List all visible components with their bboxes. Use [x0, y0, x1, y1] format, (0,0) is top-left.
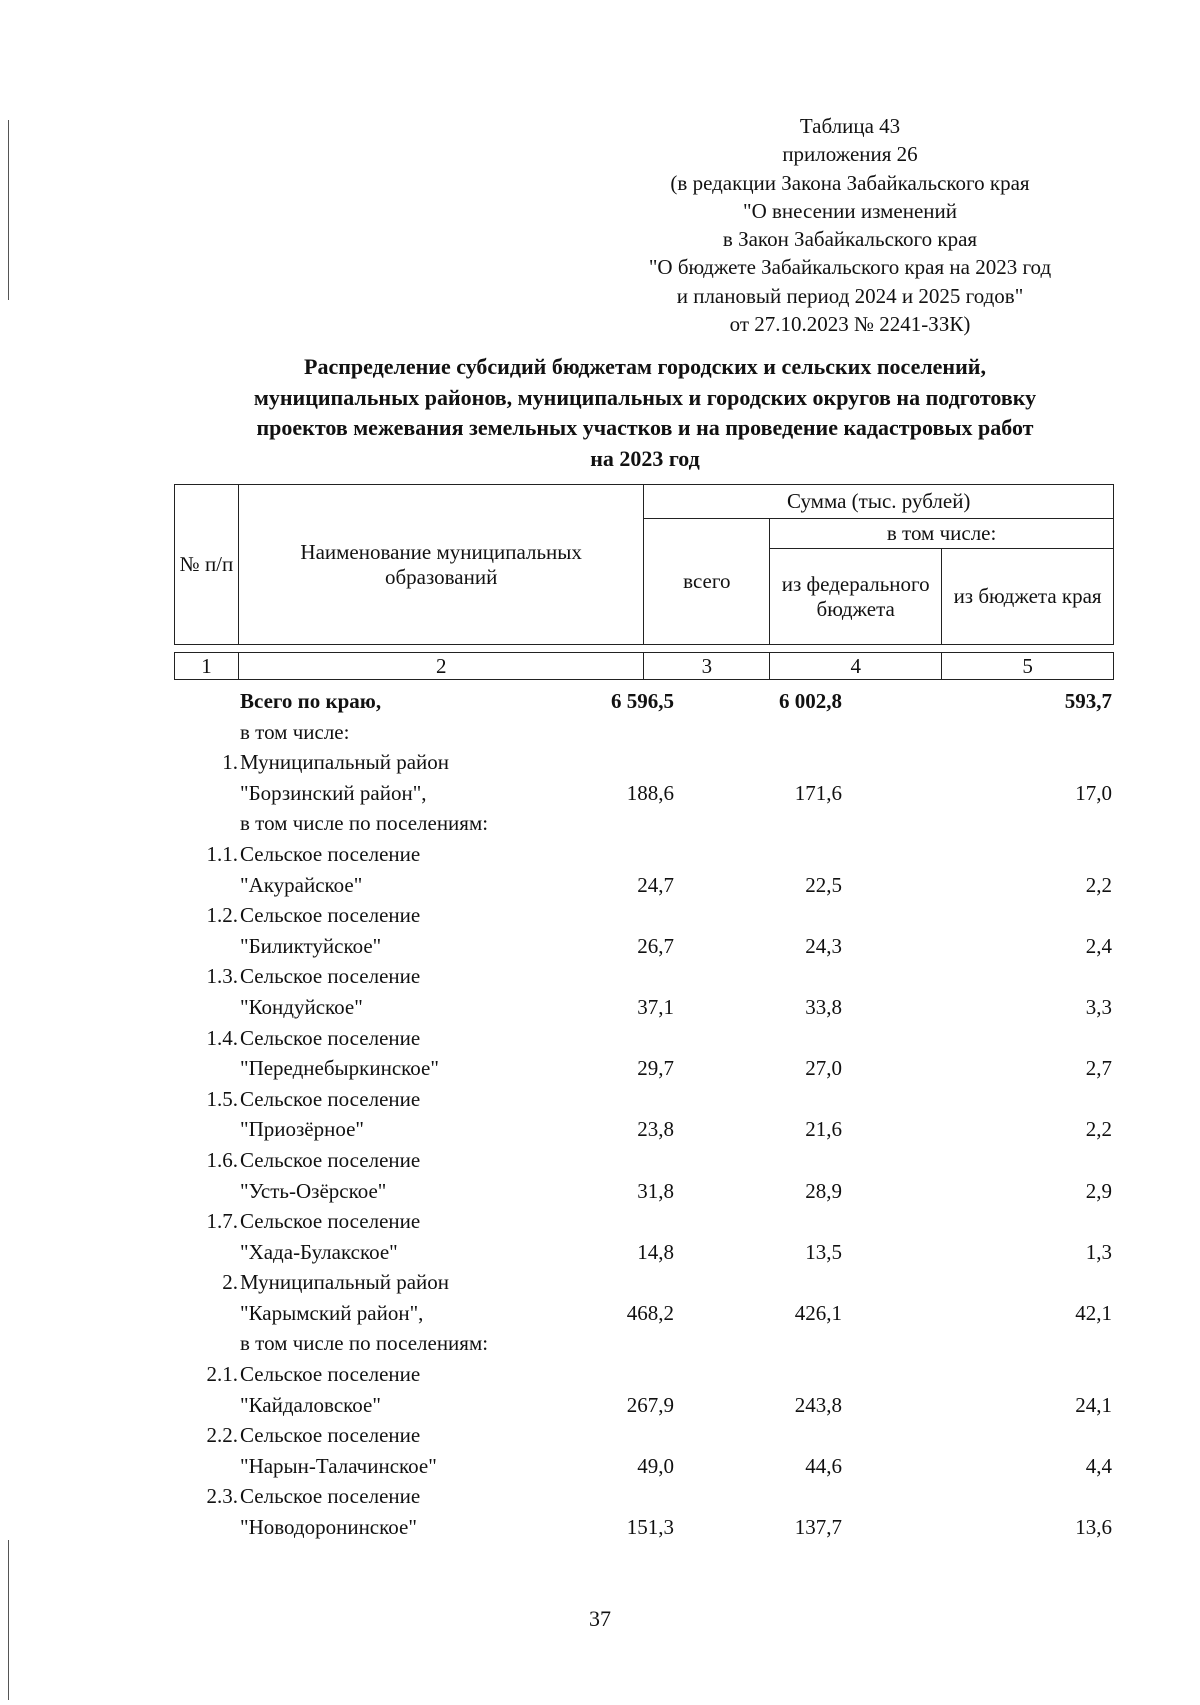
row-total: 468,2: [626, 1300, 674, 1325]
table-row: [174, 686, 1114, 717]
row-total: 26,7: [637, 933, 674, 958]
row-total: 49,0: [637, 1453, 674, 1478]
header-number: № п/п: [175, 485, 239, 645]
row-regional: 4,4: [1085, 1453, 1112, 1478]
row-name: Сельское поселение: [240, 903, 421, 928]
header-line: приложения 26: [782, 142, 918, 167]
row-regional: 2,2: [1085, 872, 1112, 897]
column-number: 3: [644, 653, 770, 680]
table-row: [174, 1053, 1114, 1084]
row-number: 1.1.: [206, 841, 238, 866]
row-name: Сельское поселение: [240, 1147, 421, 1172]
table-row: [174, 1145, 1114, 1176]
row-name: "Карымский район",: [240, 1300, 424, 1325]
header-name: Наименование муниципальных образований: [238, 485, 643, 645]
row-name: Сельское поселение: [240, 1423, 421, 1448]
row-name: Муниципальный район: [240, 750, 450, 775]
row-name: "Переднебыркинское": [240, 1056, 439, 1081]
row-name: Муниципальный район: [240, 1270, 450, 1295]
table-row: [174, 1298, 1114, 1329]
row-federal: 243,8: [794, 1392, 842, 1417]
row-regional: 42,1: [1075, 1300, 1112, 1325]
table-row: [174, 1084, 1114, 1115]
row-name: "Кайдаловское": [240, 1392, 381, 1417]
row-number: 1.5.: [206, 1086, 238, 1111]
row-name: "Биликтуйское": [240, 933, 382, 958]
row-name: "Новодоронинское": [240, 1515, 417, 1540]
row-regional: 24,1: [1075, 1392, 1112, 1417]
table-row: [174, 717, 1114, 748]
row-name: "Кондуйское": [240, 994, 363, 1019]
page-number: 37: [589, 1606, 611, 1631]
table-row: [174, 839, 1114, 870]
scan-margin-line: [8, 120, 9, 300]
row-name: Сельское поселение: [240, 1362, 421, 1387]
table-row: [174, 1359, 1114, 1390]
row-total: 267,9: [626, 1392, 674, 1417]
row-total: 37,1: [637, 994, 674, 1019]
header-total: всего: [644, 519, 770, 645]
header-federal: из федерального бюджета: [770, 549, 942, 645]
row-name: Сельское поселение: [240, 1209, 421, 1234]
table-row: [174, 1390, 1114, 1421]
row-name: "Борзинский район",: [240, 780, 427, 805]
title-line: проектов межевания земельных участков и на проведение кадастровых работ: [256, 415, 1034, 440]
row-name: в том числе по поселениям:: [240, 811, 489, 836]
table-row: [174, 961, 1114, 992]
row-total: 24,7: [637, 872, 674, 897]
table-row: [174, 900, 1114, 931]
table-row: [174, 992, 1114, 1023]
header-including: в том числе:: [770, 519, 1114, 549]
row-name: "Нарын-Талачинское": [240, 1453, 437, 1478]
header-line: "О бюджете Забайкальского края на 2023 год: [648, 255, 1052, 280]
table-row: [174, 1206, 1114, 1237]
row-regional: 1,3: [1085, 1239, 1112, 1264]
row-federal: 13,5: [805, 1239, 842, 1264]
row-name: в том числе:: [240, 719, 350, 744]
header-line: Таблица 43: [799, 114, 901, 138]
title-line: муниципальных районов, муниципальных и городских округов на подготовку: [253, 384, 1037, 410]
table-row: [174, 1023, 1114, 1054]
table-row: [174, 1328, 1114, 1359]
column-number: 2: [238, 653, 644, 680]
row-name: Сельское поселение: [240, 964, 421, 989]
row-number: 2.3.: [206, 1484, 238, 1509]
row-federal: 44,6: [805, 1453, 842, 1478]
row-name: Сельское поселение: [240, 1484, 421, 1509]
row-total: 29,7: [637, 1056, 674, 1081]
row-federal: 22,5: [805, 872, 842, 897]
row-name: "Приозёрное": [240, 1117, 364, 1142]
row-number: 1.6.: [206, 1147, 238, 1172]
header-regional: из бюджета края: [942, 549, 1114, 645]
column-number: 4: [770, 653, 942, 680]
row-number: 1.2.: [206, 903, 238, 928]
row-name: Всего по краю,: [240, 689, 382, 713]
table-row: [174, 1114, 1114, 1145]
row-total: 151,3: [626, 1515, 674, 1540]
table-row: [174, 808, 1114, 839]
row-federal: 33,8: [805, 994, 842, 1019]
row-number: 1.4.: [206, 1025, 238, 1050]
row-federal: 6 002,8: [779, 689, 842, 713]
row-name: Сельское поселение: [240, 1086, 421, 1111]
table-row: [174, 1176, 1114, 1207]
table-row: [174, 1237, 1114, 1268]
row-number: 1.: [222, 750, 238, 775]
row-name: "Акурайское": [240, 872, 363, 897]
row-federal: 21,6: [805, 1117, 842, 1142]
row-federal: 137,7: [794, 1515, 842, 1540]
table-row: [174, 931, 1114, 962]
row-regional: 2,2: [1085, 1117, 1112, 1142]
title-line: на 2023 год: [590, 445, 700, 471]
table-row: [174, 1267, 1114, 1298]
row-federal: 28,9: [805, 1178, 842, 1203]
document-title: [150, 352, 1140, 474]
table-body: [174, 686, 1114, 1543]
row-number: 1.3.: [206, 964, 238, 989]
header-line: (в редакции Закона Забайкальского края: [670, 170, 1030, 195]
table-row: [174, 1420, 1114, 1451]
header-line: в Закон Забайкальского края: [722, 227, 978, 252]
row-name: Сельское поселение: [240, 841, 421, 866]
row-federal: 27,0: [805, 1056, 842, 1081]
row-regional: 2,4: [1085, 933, 1112, 958]
row-name: "Усть-Озёрское": [240, 1178, 387, 1203]
row-number: 1.7.: [206, 1209, 238, 1234]
row-name: "Хада-Булакское": [240, 1239, 398, 1264]
row-federal: 426,1: [794, 1300, 842, 1325]
table-row: [174, 1512, 1114, 1543]
header-line: и плановый период 2024 и 2025 годов": [676, 283, 1024, 308]
row-total: 14,8: [637, 1239, 674, 1264]
row-regional: 2,7: [1085, 1056, 1112, 1081]
row-name: Сельское поселение: [240, 1025, 421, 1050]
row-total: 31,8: [637, 1178, 674, 1203]
title-line: Распределение субсидий бюджетам городских и сельских поселений,: [304, 354, 986, 379]
table-row: [174, 1451, 1114, 1482]
row-number: 2.2.: [206, 1423, 238, 1448]
row-number: 2.: [222, 1270, 238, 1295]
table-row: [174, 778, 1114, 809]
row-regional: 2,9: [1085, 1178, 1112, 1203]
row-number: 2.1.: [206, 1362, 238, 1387]
table-header: [174, 484, 1114, 645]
table-row: [174, 870, 1114, 901]
row-regional: 13,6: [1075, 1515, 1112, 1540]
row-federal: 24,3: [805, 933, 842, 958]
row-total: 188,6: [626, 780, 674, 805]
row-total: 23,8: [637, 1117, 674, 1142]
row-name: в том числе по поселениям:: [240, 1331, 489, 1356]
header-sum: Сумма (тыс. рублей): [644, 485, 1114, 519]
row-regional: 17,0: [1075, 780, 1112, 805]
row-federal: 171,6: [794, 780, 842, 805]
row-regional: 593,7: [1064, 689, 1112, 713]
column-number-row: [174, 652, 1114, 680]
header-line: от 27.10.2023 № 2241-ЗЗК): [729, 312, 971, 337]
row-total: 6 596,5: [611, 689, 674, 713]
column-number: 5: [942, 653, 1114, 680]
table-row: [174, 1481, 1114, 1512]
appendix-header: [540, 112, 1160, 338]
column-number: 1: [175, 653, 239, 680]
header-line: "О внесении изменений: [743, 198, 957, 223]
table-row: [174, 747, 1114, 778]
row-regional: 3,3: [1085, 994, 1112, 1019]
